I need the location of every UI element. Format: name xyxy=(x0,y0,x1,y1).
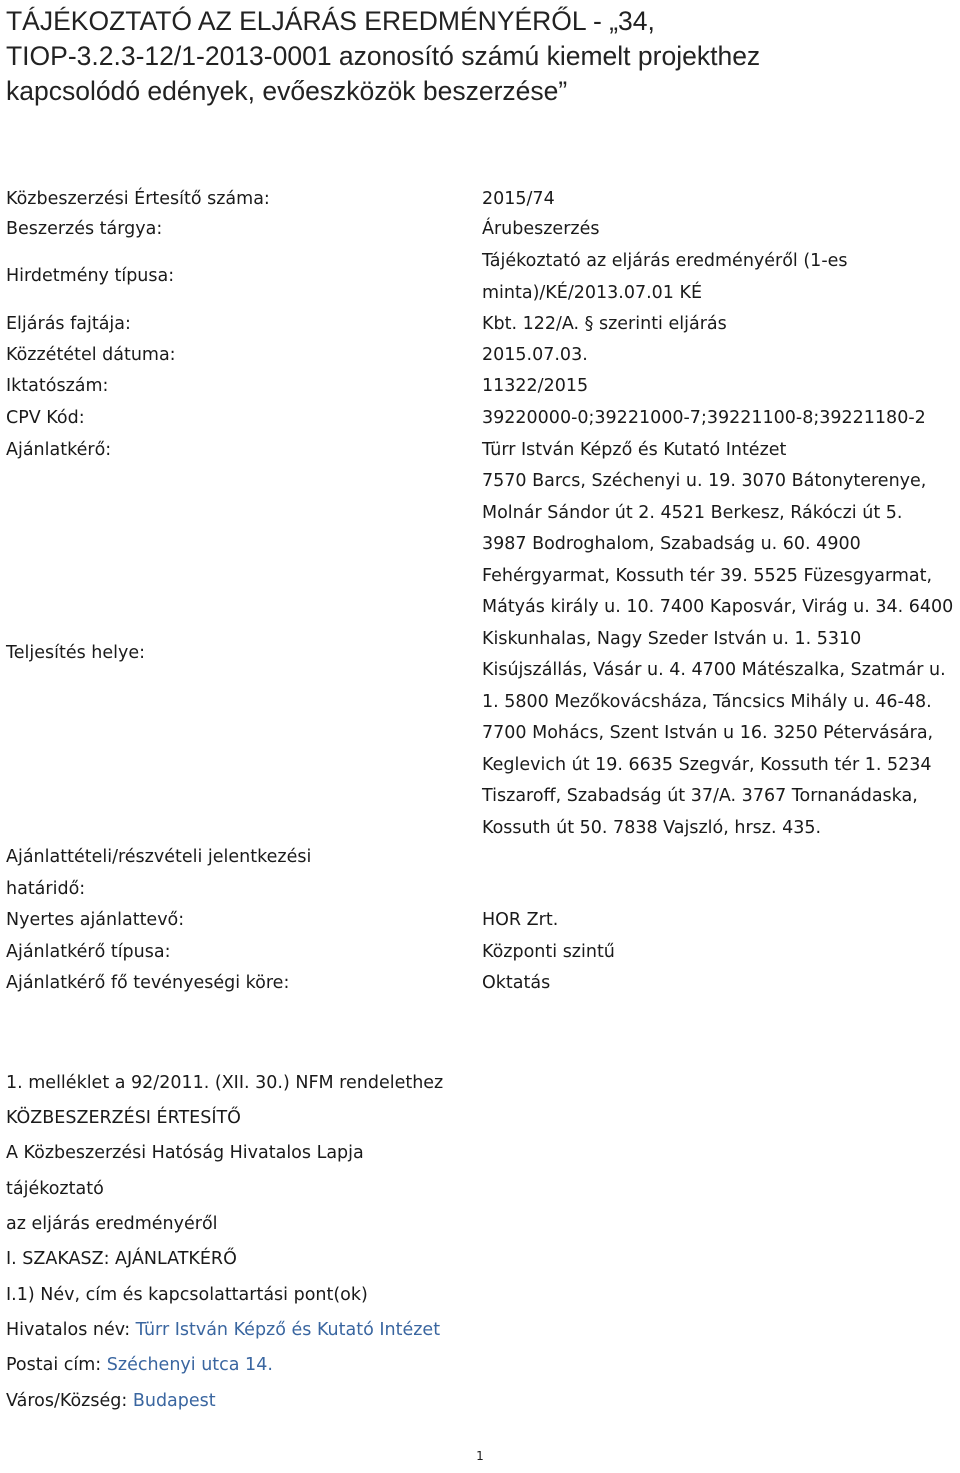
teljesites-line: 7700 Mohács, Szent István u 16. 3250 Pétervására, xyxy=(482,723,934,743)
kozzetetel-value: 2015.07.03. xyxy=(482,345,588,365)
nyertes-value: HOR Zrt. xyxy=(482,910,559,930)
hatarido-label-line: Ajánlattételi/részvételi jelentkezési xyxy=(6,847,312,867)
title-line-2: TIOP-3.2.3-12/1-2013-0001 azonosító számú kiemelt projekthez xyxy=(6,41,761,71)
targy-value: Árubeszerzés xyxy=(482,219,600,239)
page-number: 1 xyxy=(476,1449,484,1463)
teljesites-value xyxy=(482,466,953,844)
kozzetetel-label: Közzététel dátuma: xyxy=(6,345,176,365)
postai-value: Széchenyi utca 14. xyxy=(106,1355,273,1375)
melleklet-line: 1. melléklet a 92/2011. (XII. 30.) NFM rendelethez xyxy=(6,1073,444,1093)
hivatalos-value: Türr István Képző és Kutató Intézet xyxy=(135,1320,441,1340)
ertesito-heading: KÖZBESZERZÉSI ÉRTESÍTŐ xyxy=(6,1108,241,1128)
ajanlatkero-label: Ajánlatkérő: xyxy=(6,440,112,460)
postai-label: Postai cím: xyxy=(6,1355,102,1375)
hivatalos-label: Hivatalos név: xyxy=(6,1320,131,1340)
teljesites-line: 1. 5800 Mezőkovácsháza, Táncsics Mihály u. 46-48. xyxy=(482,691,932,712)
nev-cim-heading: I.1) Név, cím és kapcsolattartási pont(ok) xyxy=(6,1285,368,1305)
title-line-3: kapcsolódó edények, evőeszközök beszerzése” xyxy=(6,76,568,106)
teljesites-line: 7570 Barcs, Széchenyi u. 19. 3070 Bátonyterenye, xyxy=(482,471,927,491)
teljesites-line: Fehérgyarmat, Kossuth tér 39. 5525 Füzesgyarmat, xyxy=(482,565,933,586)
teljesites-line: Molnár Sándor út 2. 4521 Berkesz, Rákóczi út 5. xyxy=(482,502,903,523)
targy-label: Beszerzés tárgya: xyxy=(6,219,163,239)
fajta-value: Kbt. 122/A. § szerinti eljárás xyxy=(482,314,727,334)
teljesites-line: Tiszaroff, Szabadság út 37/A. 3767 Tornanádaska, xyxy=(482,786,918,806)
teljesites-line: Kiskunhalas, Nagy Szeder István u. 1. 5310 xyxy=(482,628,862,649)
ertesito-value: 2015/74 xyxy=(482,189,555,209)
document-title xyxy=(6,4,946,109)
tevekenyseg-value: Oktatás xyxy=(482,973,551,993)
tipus-value: Központi szintű xyxy=(482,942,615,962)
hirdetmeny-line: Tájékoztató az eljárás eredményéről (1-es xyxy=(482,251,848,271)
hirdetmeny-label: Hirdetmény típusa: xyxy=(6,266,175,286)
postai-row xyxy=(6,1350,273,1382)
teljesites-line: 3987 Bodroghalom, Szabadság u. 60. 4900 xyxy=(482,534,861,554)
hatarido-label-line: határidő: xyxy=(6,878,86,899)
teljesites-line: Mátyás király u. 10. 7400 Kaposvár, Virág u. 34. 6400 xyxy=(482,597,954,617)
lapja-line: A Közbeszerzési Hatóság Hivatalos Lapja xyxy=(6,1143,364,1163)
hirdetmeny-line: minta)/KÉ/2013.07.01 KÉ xyxy=(482,282,703,303)
teljesites-label: Teljesítés helye: xyxy=(6,643,146,663)
eredmeny-line: az eljárás eredményéről xyxy=(6,1214,218,1234)
iktato-label: Iktatószám: xyxy=(6,376,109,396)
varos-value: Budapest xyxy=(132,1391,216,1411)
tipus-label: Ajánlatkérő típusa: xyxy=(6,942,171,962)
cpv-value: 39220000-0;39221000-7;39221100-8;39221180-2 xyxy=(482,408,926,428)
teljesites-line: Keglevich út 19. 6635 Szegvár, Kossuth tér 1. 5234 xyxy=(482,754,932,775)
teljesites-line: Kisújszállás, Vásár u. 4. 4700 Mátészalka, Szatmár u. xyxy=(482,660,946,680)
fajta-label: Eljárás fajtája: xyxy=(6,314,131,334)
title-line-1: TÁJÉKOZTATÓ AZ ELJÁRÁS EREDMÉNYÉRŐL - „34, xyxy=(6,6,655,36)
varos-label: Város/Község: xyxy=(6,1391,128,1411)
varos-row xyxy=(6,1386,216,1418)
hirdetmeny-value xyxy=(482,246,848,309)
nyertes-label: Nyertes ajánlattevő: xyxy=(6,910,185,930)
iktato-value: 11322/2015 xyxy=(482,376,589,396)
ajanlatkero-value: Türr István Képző és Kutató Intézet xyxy=(482,440,787,460)
teljesites-line: Kossuth út 50. 7838 Vajszló, hrsz. 435. xyxy=(482,817,822,838)
szakasz-heading: I. SZAKASZ: AJÁNLATKÉRŐ xyxy=(6,1249,237,1269)
tevekenyseg-label: Ajánlatkérő fő tevényeségi köre: xyxy=(6,973,290,993)
hivatalos-row xyxy=(6,1315,440,1347)
tajekoztato-line: tájékoztató xyxy=(6,1179,104,1199)
ertesito-label: Közbeszerzési Értesítő száma: xyxy=(6,189,270,209)
hatarido-label xyxy=(6,842,311,905)
cpv-label: CPV Kód: xyxy=(6,408,85,428)
